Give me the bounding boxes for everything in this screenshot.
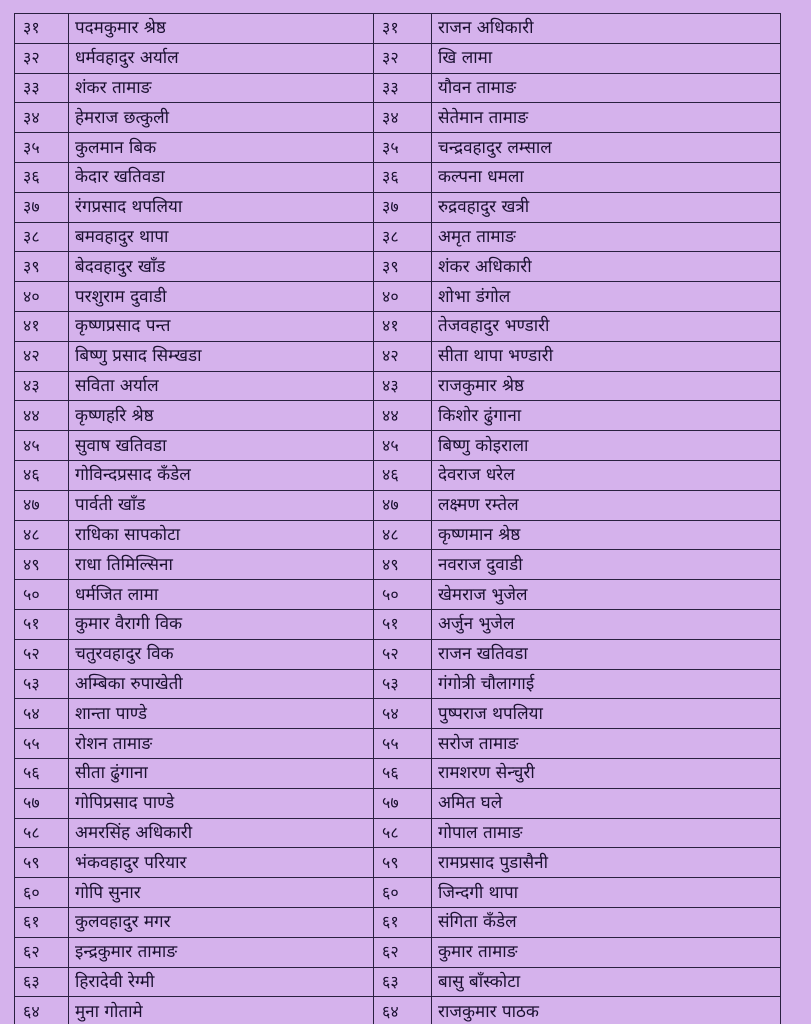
right-name-cell: बासु बाँस्कोटा — [432, 967, 781, 997]
table-row — [15, 14, 781, 44]
left-name-cell: इन्द्रकुमार तामाङ — [69, 937, 374, 967]
right-name-cell: जिन्दगी थापा — [432, 878, 781, 908]
right-serial-number: ३६ — [374, 162, 432, 192]
table-row — [15, 907, 781, 937]
table-row — [15, 609, 781, 639]
right-serial-number: ६१ — [374, 907, 432, 937]
right-serial-number: ५४ — [374, 699, 432, 729]
left-name-cell: अम्बिका रुपाखेती — [69, 669, 374, 699]
right-serial-number: ३१ — [374, 14, 432, 44]
right-serial-number: ५८ — [374, 818, 432, 848]
table-row — [15, 848, 781, 878]
left-name-cell: सुवाष खतिवडा — [69, 431, 374, 461]
table-row — [15, 192, 781, 222]
left-name-cell: राधिका सापकोटा — [69, 520, 374, 550]
left-serial-number: ५६ — [15, 758, 69, 788]
right-serial-number: ५२ — [374, 639, 432, 669]
table-row — [15, 222, 781, 252]
table-row — [15, 162, 781, 192]
right-name-cell: राजकुमार पाठक — [432, 997, 781, 1024]
table-row — [15, 73, 781, 103]
right-name-cell: अमित घले — [432, 788, 781, 818]
left-serial-number: ३१ — [15, 14, 69, 44]
right-serial-number: ६० — [374, 878, 432, 908]
right-name-cell: शोभा डंगोल — [432, 282, 781, 312]
right-serial-number: ४२ — [374, 341, 432, 371]
right-name-cell: कुमार तामाङ — [432, 937, 781, 967]
left-serial-number: ४४ — [15, 401, 69, 431]
table-row — [15, 520, 781, 550]
left-name-cell: परशुराम दुवाडी — [69, 282, 374, 312]
left-name-cell: शान्ता पाण्डे — [69, 699, 374, 729]
left-serial-number: ४५ — [15, 431, 69, 461]
left-name-cell: शंकर तामाङ — [69, 73, 374, 103]
left-name-cell: कृष्णप्रसाद पन्त — [69, 311, 374, 341]
left-name-cell: सविता अर्याल — [69, 371, 374, 401]
table-row — [15, 341, 781, 371]
left-name-cell: रंगप्रसाद थपलिया — [69, 192, 374, 222]
left-name-cell: कुलमान बिक — [69, 133, 374, 163]
right-serial-number: ३७ — [374, 192, 432, 222]
table-row — [15, 878, 781, 908]
left-name-cell: कुमार वैरागी विक — [69, 609, 374, 639]
right-serial-number: ५० — [374, 580, 432, 610]
table-row — [15, 460, 781, 490]
right-name-cell: सीता थापा भण्डारी — [432, 341, 781, 371]
left-serial-number: ४६ — [15, 460, 69, 490]
table-row — [15, 699, 781, 729]
names-table-body — [15, 14, 781, 1024]
left-name-cell: गोपि सुनार — [69, 878, 374, 908]
left-serial-number: ५४ — [15, 699, 69, 729]
right-name-cell: देवराज धरेल — [432, 460, 781, 490]
left-name-cell: केदार खतिवडा — [69, 162, 374, 192]
left-serial-number: ३८ — [15, 222, 69, 252]
left-name-cell: राधा तिमिल्सिना — [69, 550, 374, 580]
right-serial-number: ५५ — [374, 729, 432, 759]
left-name-cell: रोशन तामाङ — [69, 729, 374, 759]
right-name-cell: सरोज तामाङ — [432, 729, 781, 759]
left-serial-number: ५२ — [15, 639, 69, 669]
table-row — [15, 580, 781, 610]
left-name-cell: धर्मजित लामा — [69, 580, 374, 610]
left-serial-number: ६१ — [15, 907, 69, 937]
left-serial-number: ३९ — [15, 252, 69, 282]
table-row — [15, 43, 781, 73]
right-name-cell: नवराज दुवाडी — [432, 550, 781, 580]
right-name-cell: राजकुमार श्रेष्ठ — [432, 371, 781, 401]
table-row — [15, 788, 781, 818]
right-serial-number: ३८ — [374, 222, 432, 252]
table-row — [15, 371, 781, 401]
left-serial-number: ३७ — [15, 192, 69, 222]
right-serial-number: ४० — [374, 282, 432, 312]
left-serial-number: ५५ — [15, 729, 69, 759]
left-serial-number: ३२ — [15, 43, 69, 73]
right-serial-number: ६३ — [374, 967, 432, 997]
right-serial-number: ४७ — [374, 490, 432, 520]
right-name-cell: शंकर अधिकारी — [432, 252, 781, 282]
left-serial-number: ३३ — [15, 73, 69, 103]
left-serial-number: ५७ — [15, 788, 69, 818]
right-serial-number: ६२ — [374, 937, 432, 967]
right-serial-number: ५३ — [374, 669, 432, 699]
right-serial-number: ५१ — [374, 609, 432, 639]
right-name-cell: राजन अधिकारी — [432, 14, 781, 44]
right-name-cell: चन्द्रवहादुर लम्साल — [432, 133, 781, 163]
right-name-cell: खेमराज भुजेल — [432, 580, 781, 610]
right-serial-number: ५७ — [374, 788, 432, 818]
table-row — [15, 252, 781, 282]
left-serial-number: ६० — [15, 878, 69, 908]
right-name-cell: यौवन तामाङ — [432, 73, 781, 103]
left-serial-number: ६३ — [15, 967, 69, 997]
right-serial-number: ४१ — [374, 311, 432, 341]
left-serial-number: ६४ — [15, 997, 69, 1024]
table-row — [15, 669, 781, 699]
right-serial-number: ३३ — [374, 73, 432, 103]
left-name-cell: हेमराज छत्कुली — [69, 103, 374, 133]
left-serial-number: ३४ — [15, 103, 69, 133]
right-name-cell: रामशरण सेन्चुरी — [432, 758, 781, 788]
left-serial-number: ४१ — [15, 311, 69, 341]
right-serial-number: ४६ — [374, 460, 432, 490]
left-serial-number: ४८ — [15, 520, 69, 550]
table-row — [15, 311, 781, 341]
left-serial-number: ५३ — [15, 669, 69, 699]
left-name-cell: पदमकुमार श्रेष्ठ — [69, 14, 374, 44]
table-row — [15, 401, 781, 431]
left-serial-number: ५९ — [15, 848, 69, 878]
left-serial-number: ३६ — [15, 162, 69, 192]
left-name-cell: सीता ढुंगाना — [69, 758, 374, 788]
right-serial-number: ४३ — [374, 371, 432, 401]
left-serial-number: ४७ — [15, 490, 69, 520]
table-row — [15, 729, 781, 759]
left-name-cell: गोविन्दप्रसाद कँडेल — [69, 460, 374, 490]
right-name-cell: पुष्पराज थपलिया — [432, 699, 781, 729]
left-name-cell: हिरादेवी रेग्मी — [69, 967, 374, 997]
left-name-cell: भंकवहादुर परियार — [69, 848, 374, 878]
right-serial-number: ३५ — [374, 133, 432, 163]
left-serial-number: ४२ — [15, 341, 69, 371]
table-row — [15, 282, 781, 312]
table-row — [15, 490, 781, 520]
right-serial-number: ३९ — [374, 252, 432, 282]
right-name-cell: राजन खतिवडा — [432, 639, 781, 669]
right-serial-number: ६४ — [374, 997, 432, 1024]
table-row — [15, 758, 781, 788]
table-row — [15, 431, 781, 461]
right-name-cell: गोपाल तामाङ — [432, 818, 781, 848]
right-name-cell: किशोर ढुंगाना — [432, 401, 781, 431]
left-name-cell: अमरसिंह अधिकारी — [69, 818, 374, 848]
right-serial-number: ५६ — [374, 758, 432, 788]
left-name-cell: बिष्णु प्रसाद सिम्खडा — [69, 341, 374, 371]
table-row — [15, 967, 781, 997]
left-name-cell: चतुरवहादुर विक — [69, 639, 374, 669]
table-row — [15, 133, 781, 163]
left-serial-number: ४३ — [15, 371, 69, 401]
right-serial-number: ४५ — [374, 431, 432, 461]
right-serial-number: ३४ — [374, 103, 432, 133]
right-name-cell: रुद्रवहादुर खत्री — [432, 192, 781, 222]
right-name-cell: अमृत तामाङ — [432, 222, 781, 252]
left-serial-number: ६२ — [15, 937, 69, 967]
right-name-cell: कृष्णमान श्रेष्ठ — [432, 520, 781, 550]
right-name-cell: सेतेमान तामाङ — [432, 103, 781, 133]
right-name-cell: संगिता कँडेल — [432, 907, 781, 937]
right-name-cell: लक्ष्मण रम्तेल — [432, 490, 781, 520]
left-serial-number: ४९ — [15, 550, 69, 580]
left-serial-number: ४० — [15, 282, 69, 312]
right-name-cell: रामप्रसाद पुडासैनी — [432, 848, 781, 878]
right-name-cell: गंगोत्री चौलागाई — [432, 669, 781, 699]
left-serial-number: ५८ — [15, 818, 69, 848]
left-serial-number: ३५ — [15, 133, 69, 163]
table-row — [15, 997, 781, 1024]
left-name-cell: बमवहादुर थापा — [69, 222, 374, 252]
right-serial-number: ४८ — [374, 520, 432, 550]
table-row — [15, 103, 781, 133]
left-name-cell: मुना गोतामे — [69, 997, 374, 1024]
left-name-cell: कृष्णहरि श्रेष्ठ — [69, 401, 374, 431]
right-serial-number: ५९ — [374, 848, 432, 878]
left-name-cell: धर्मवहादुर अर्याल — [69, 43, 374, 73]
table-row — [15, 639, 781, 669]
right-serial-number: ४९ — [374, 550, 432, 580]
left-name-cell: गोपिप्रसाद पाण्डे — [69, 788, 374, 818]
right-name-cell: कल्पना धमला — [432, 162, 781, 192]
names-table — [14, 13, 781, 1024]
right-name-cell: बिष्णु कोइराला — [432, 431, 781, 461]
right-serial-number: ३२ — [374, 43, 432, 73]
left-name-cell: बेदवहादुर खाँड — [69, 252, 374, 282]
left-serial-number: ५१ — [15, 609, 69, 639]
right-serial-number: ४४ — [374, 401, 432, 431]
table-row — [15, 818, 781, 848]
right-name-cell: अर्जुन भुजेल — [432, 609, 781, 639]
table-row — [15, 550, 781, 580]
table-row — [15, 937, 781, 967]
right-name-cell: तेजवहादुर भण्डारी — [432, 311, 781, 341]
right-name-cell: खि लामा — [432, 43, 781, 73]
left-serial-number: ५० — [15, 580, 69, 610]
left-name-cell: कुलवहादुर मगर — [69, 907, 374, 937]
left-name-cell: पार्वती खाँड — [69, 490, 374, 520]
